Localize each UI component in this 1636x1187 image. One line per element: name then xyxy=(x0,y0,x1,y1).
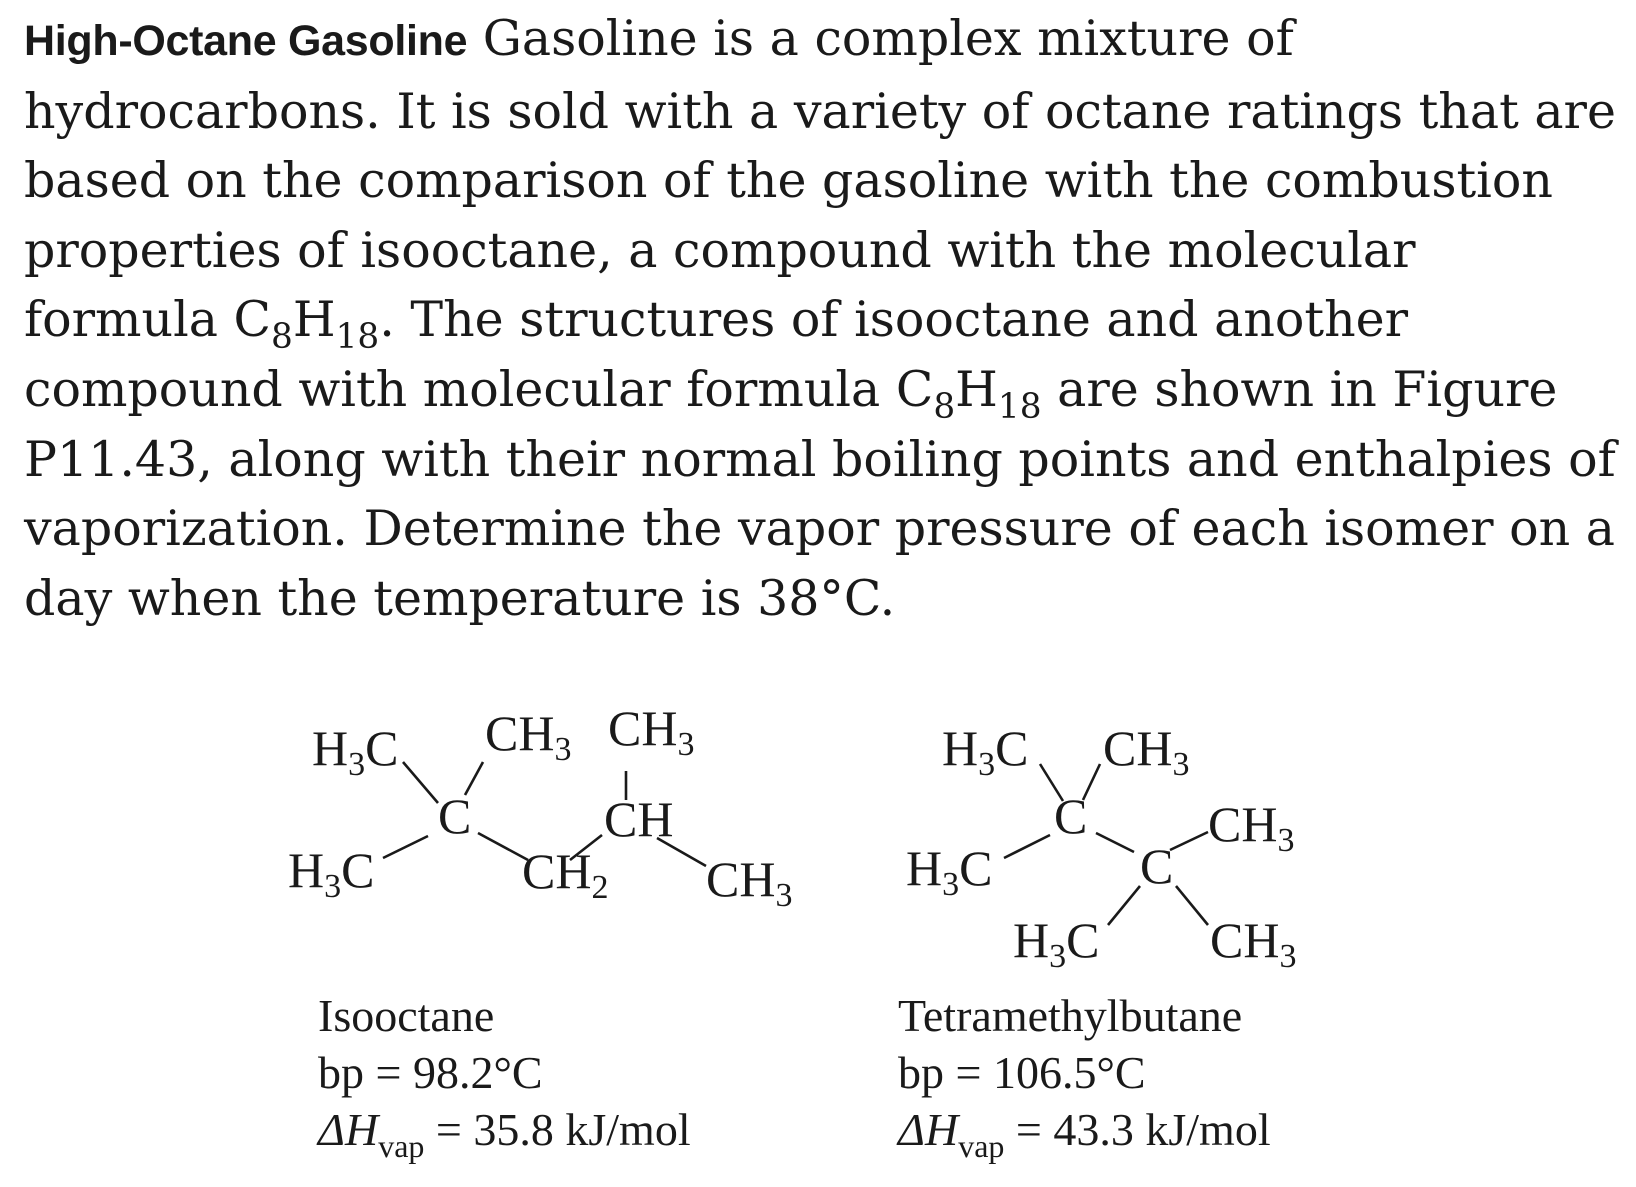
atom-ch3-upper xyxy=(1103,720,1189,783)
atom-h3c-upper xyxy=(942,720,1028,783)
atom-quaternary-carbon-right: C xyxy=(1140,838,1174,894)
atom-subscript: 3 xyxy=(1279,938,1297,975)
atom-ch-methine: CH xyxy=(604,791,674,847)
atom-quaternary-carbon: C xyxy=(438,788,472,844)
bond xyxy=(1176,886,1208,925)
atom-label: H xyxy=(288,842,325,898)
isooctane-enthalpy xyxy=(316,1104,691,1164)
tetramethylbutane-data xyxy=(896,990,1271,1164)
bond xyxy=(383,836,428,858)
atom-h3c-lower xyxy=(288,842,374,905)
problem-text-part-3: are shown in Figure P11.43, along with their normal boiling points and enthalpies of vaporization. Determine the vapor pressure of each isomer on a day when the temperature is 38°C. xyxy=(24,360,1616,627)
atom-label: H xyxy=(942,720,979,776)
atom-subscript: 3 xyxy=(1049,938,1067,975)
delta-h-value: = 35.8 kJ/mol xyxy=(424,1104,691,1155)
tetramethylbutane-structure xyxy=(906,720,1296,975)
atom-label: C xyxy=(1066,912,1100,968)
tetramethylbutane-enthalpy xyxy=(896,1104,1271,1164)
atom-ch3-upper-middle xyxy=(485,705,571,768)
formula-1-carbon-subscript: 8 xyxy=(271,317,293,358)
formula-2-hydrogen-subscript: 18 xyxy=(997,386,1042,427)
bond xyxy=(1096,833,1134,852)
atom-subscript: 3 xyxy=(324,868,342,905)
atom-ch3-lower xyxy=(1210,912,1296,975)
atom-h3c-lower xyxy=(1013,912,1099,975)
tetramethylbutane-boiling-point: bp = 106.5°C xyxy=(898,1047,1146,1098)
problem-text-part-2: . The structures of isooctane and another compound with molecular formula C xyxy=(24,291,1409,418)
delta-h-subscript: vap xyxy=(958,1128,1005,1164)
isooctane-name: Isooctane xyxy=(318,990,495,1041)
delta-h-value: = 43.3 kJ/mol xyxy=(1004,1104,1271,1155)
atom-subscript: 3 xyxy=(1172,746,1190,783)
atom-label: H xyxy=(906,840,943,896)
problem-title: High-Octane Gasoline xyxy=(24,17,468,65)
atom-label: CH xyxy=(608,700,678,756)
atom-label: CH xyxy=(1208,796,1278,852)
atom-label: CH xyxy=(485,705,555,761)
atom-subscript: 2 xyxy=(591,869,609,906)
delta-h-symbol: ΔH xyxy=(898,1104,959,1155)
atom-subscript: 3 xyxy=(677,726,695,763)
atom-ch3-terminal xyxy=(706,851,792,914)
isooctane-structure xyxy=(288,700,792,914)
formula-2-carbon-subscript: 8 xyxy=(933,386,956,427)
isooctane-boiling-point: bp = 98.2°C xyxy=(318,1047,543,1098)
atom-subscript: 3 xyxy=(978,746,996,783)
formula-1-hydrogen-subscript: 18 xyxy=(335,317,380,358)
atom-ch3-right xyxy=(1208,796,1294,859)
atom-quaternary-carbon-left: C xyxy=(1054,788,1088,844)
atom-ch3-upper-right xyxy=(608,700,694,763)
atom-label: H xyxy=(1013,912,1050,968)
tetramethylbutane-name: Tetramethylbutane xyxy=(898,990,1243,1041)
atom-label: CH xyxy=(1103,720,1173,776)
atom-subscript: 3 xyxy=(775,877,793,914)
atom-label: C xyxy=(341,842,375,898)
isooctane-data xyxy=(316,990,691,1164)
formula-1-hydrogen: H xyxy=(292,291,336,349)
atom-h3c-left xyxy=(906,840,992,903)
bond xyxy=(478,833,528,860)
atom-subscript: 3 xyxy=(942,866,960,903)
bond xyxy=(1108,886,1140,925)
atom-subscript: 3 xyxy=(554,731,572,768)
bond xyxy=(403,762,438,803)
atom-label: H xyxy=(312,720,349,776)
atom-label: C xyxy=(959,840,993,896)
bond xyxy=(1004,835,1050,858)
formula-2-hydrogen: H xyxy=(955,360,998,418)
atom-subscript: 3 xyxy=(1277,822,1295,859)
delta-h-symbol: ΔH xyxy=(318,1104,379,1155)
atom-label: C xyxy=(995,720,1029,776)
problem-text-part-1: Gasoline is a complex mixture of hydrocarbons. It is sold with a variety of octane ratings that are based on the comparison of the gasoline with the combustion properties of isooctane, a compound with the molecular formula C xyxy=(24,10,1616,349)
atom-h3c-upper xyxy=(312,720,398,783)
atom-label: CH xyxy=(522,843,592,899)
atom-label: CH xyxy=(706,851,776,907)
atom-ch2 xyxy=(522,843,608,906)
bond xyxy=(1170,832,1208,850)
atom-subscript: 3 xyxy=(348,746,366,783)
delta-h-subscript: vap xyxy=(378,1128,425,1164)
atom-label: C xyxy=(365,720,399,776)
atom-label: CH xyxy=(1210,912,1280,968)
